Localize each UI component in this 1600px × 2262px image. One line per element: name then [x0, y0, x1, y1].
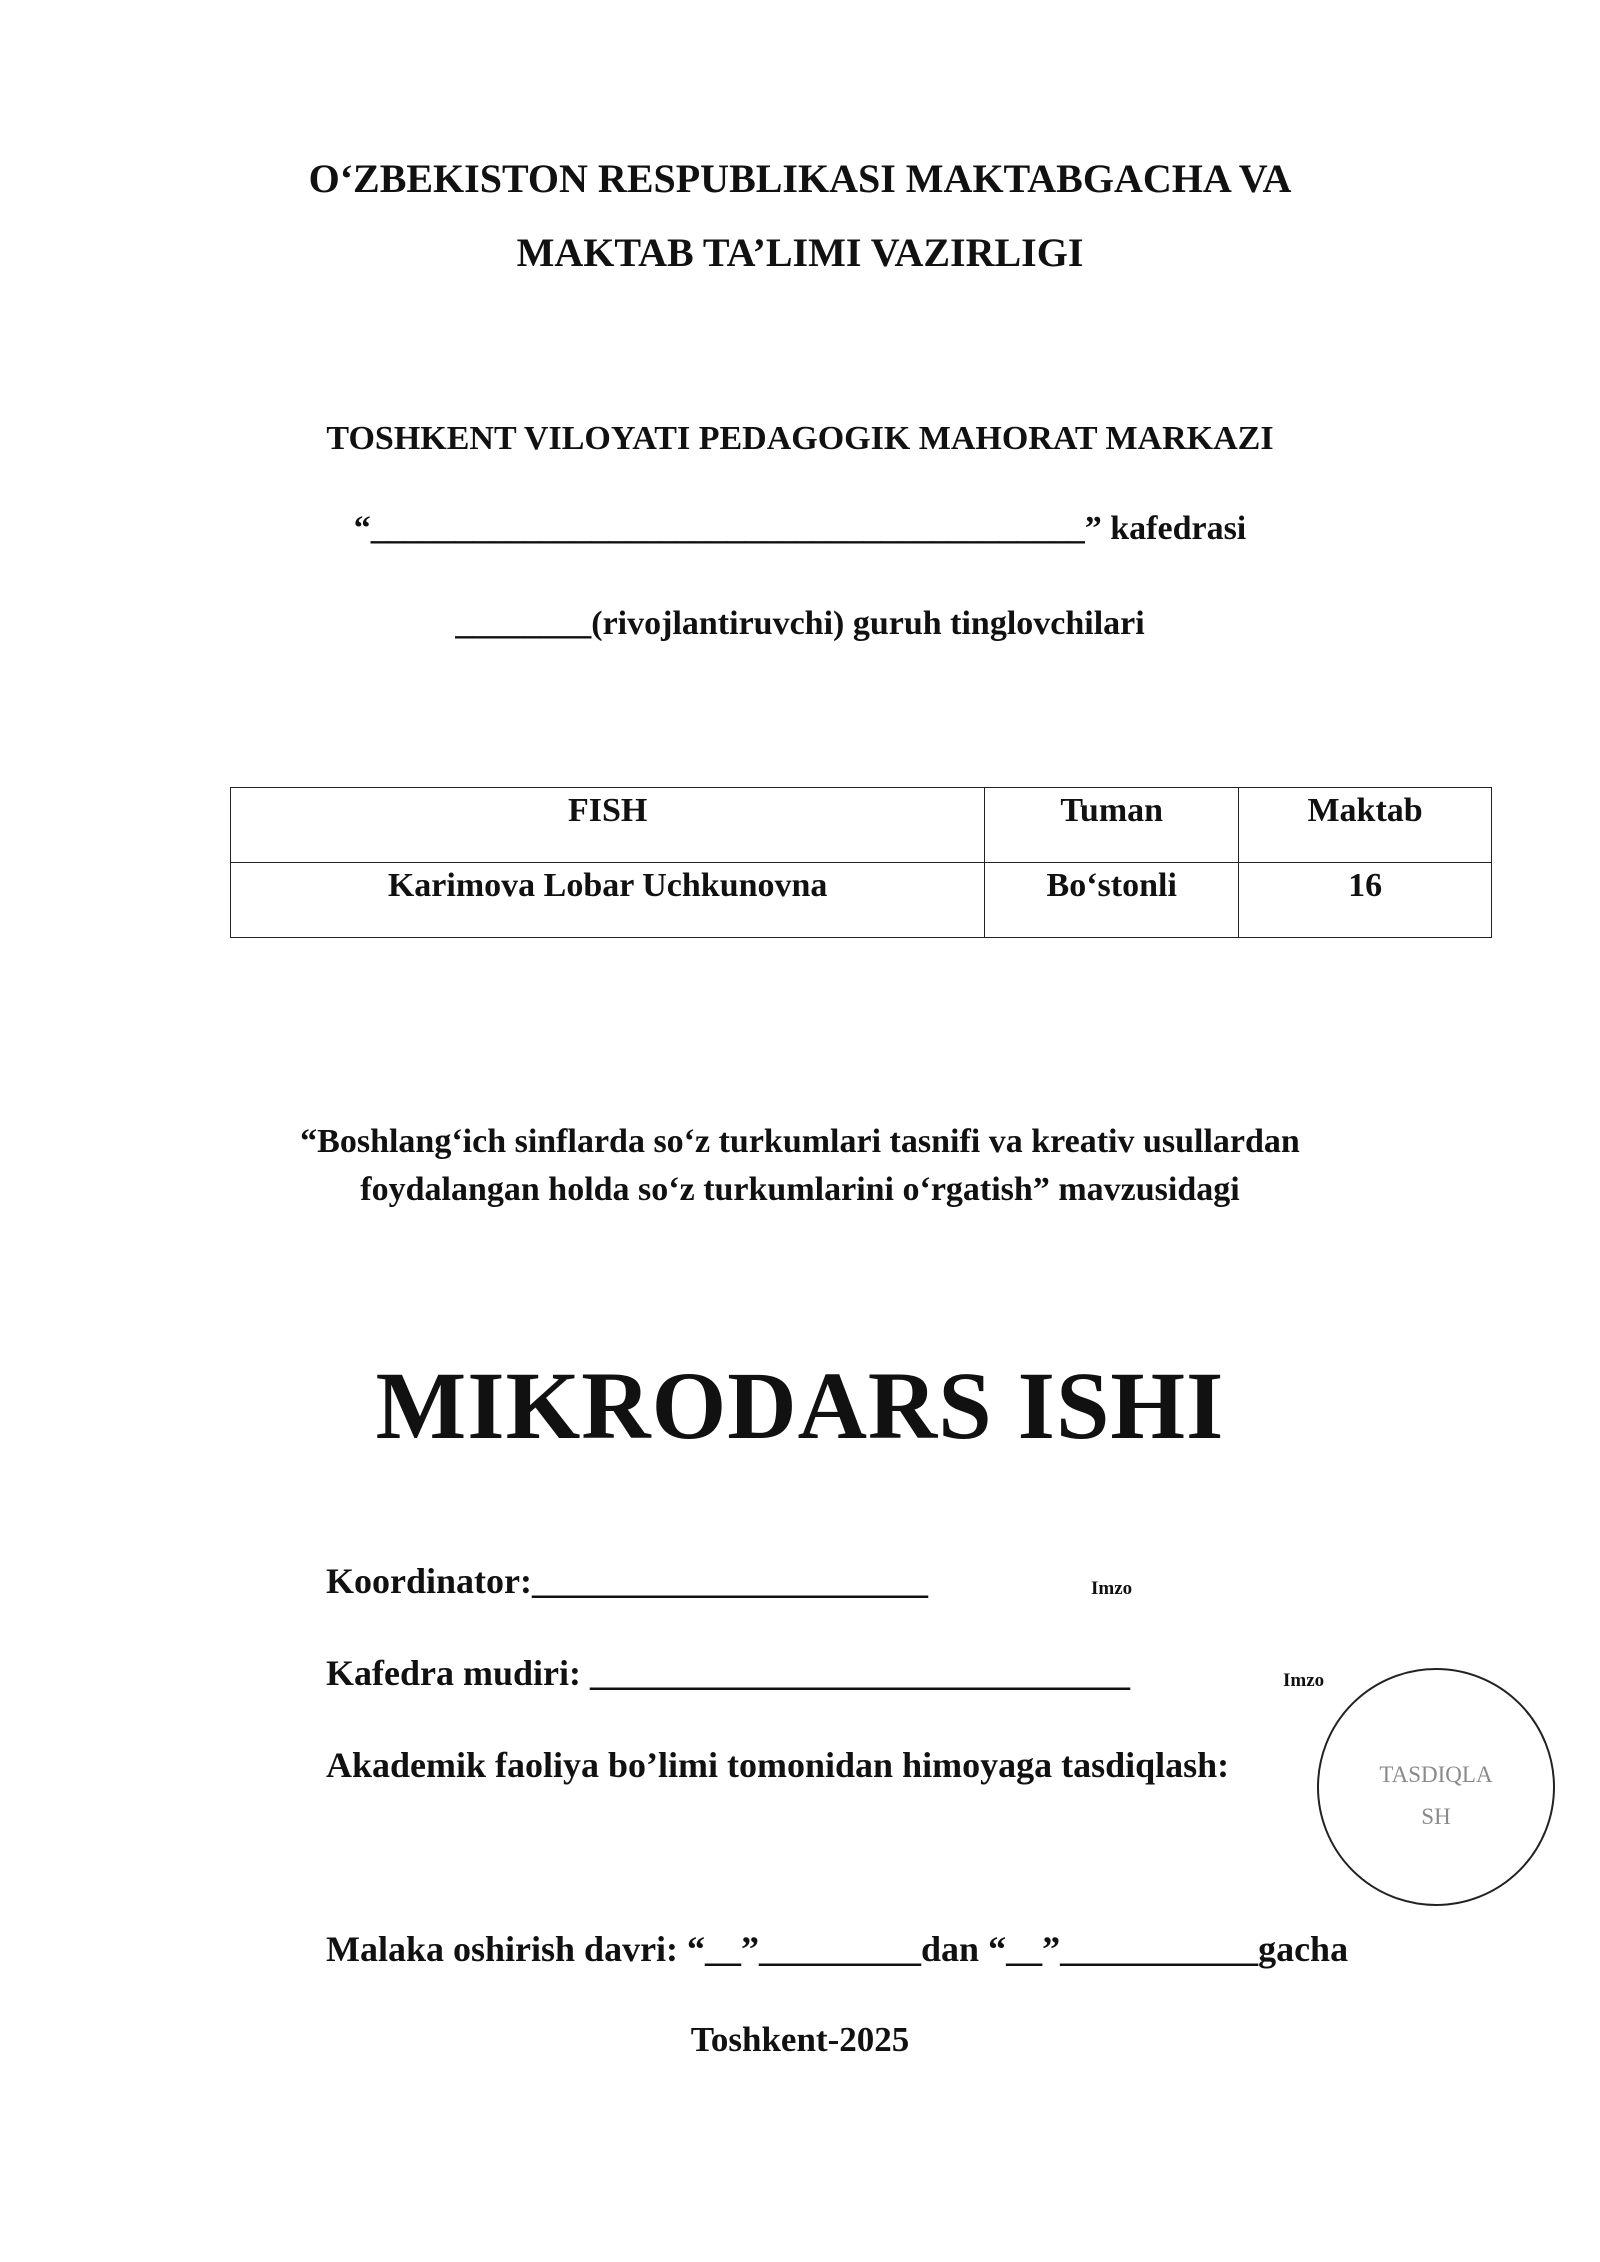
topic-line1: “Boshlang‘ich sinflarda so‘z turkumlari tasnifi va kreativ usullardan — [300, 1123, 1300, 1160]
cell-fish: Karimova Lobar Uchkunovna — [231, 863, 985, 938]
topic-text — [0, 1118, 1600, 1214]
period-line: Malaka oshirish davri: “__”_________dan “__”___________gacha — [326, 1929, 1349, 1969]
city-year: Toshkent-2025 — [690, 2020, 910, 2059]
coordinator-line: Koordinator:______________________ — [326, 1561, 928, 1601]
stamp-text-line2: SH — [1421, 1804, 1451, 1829]
header-fish: FISH — [231, 788, 985, 863]
approval-stamp — [1317, 1668, 1555, 1906]
coordinator-sign-label: Imzo — [1091, 1578, 1133, 1599]
stamp-text-line1: TASDIQLA — [1379, 1762, 1493, 1787]
header-tuman: Tuman — [985, 788, 1239, 863]
header-maktab: Maktab — [1239, 788, 1492, 863]
head-sign-label: Imzo — [1283, 1670, 1325, 1691]
work-title: MIKRODARS ISHI — [375, 1352, 1225, 1459]
head-line: Kafedra mudiri: ______________________________ — [326, 1653, 1130, 1693]
table-row — [231, 863, 1492, 938]
cell-tuman: Bo‘stonli — [985, 863, 1239, 938]
topic-line2: foydalangan holda so‘z turkumlarini o‘rgatish” mavzusidagi — [360, 1171, 1240, 1208]
ministry-title-line1: O‘ZBEKISTON RESPUBLIKASI MAKTABGACHA VA — [308, 156, 1292, 201]
participants-table — [230, 787, 1492, 938]
center-name: TOSHKENT VILOYATI PEDAGOGIK MAHORAT MARKAZI — [326, 420, 1274, 457]
ministry-title-line2: MAKTAB TA’LIMI VAZIRLIGI — [516, 230, 1084, 275]
group-line: ________(rivojlantiruvchi) guruh tinglovchilari — [455, 605, 1145, 642]
table-header-row — [231, 788, 1492, 863]
cell-maktab: 16 — [1239, 863, 1492, 938]
approval-line: Akademik faoliya bo’limi tomonidan himoyaga tasdiqlash: — [326, 1745, 1230, 1785]
kafedra-line: “__________________________________________” kafedrasi — [353, 510, 1247, 547]
